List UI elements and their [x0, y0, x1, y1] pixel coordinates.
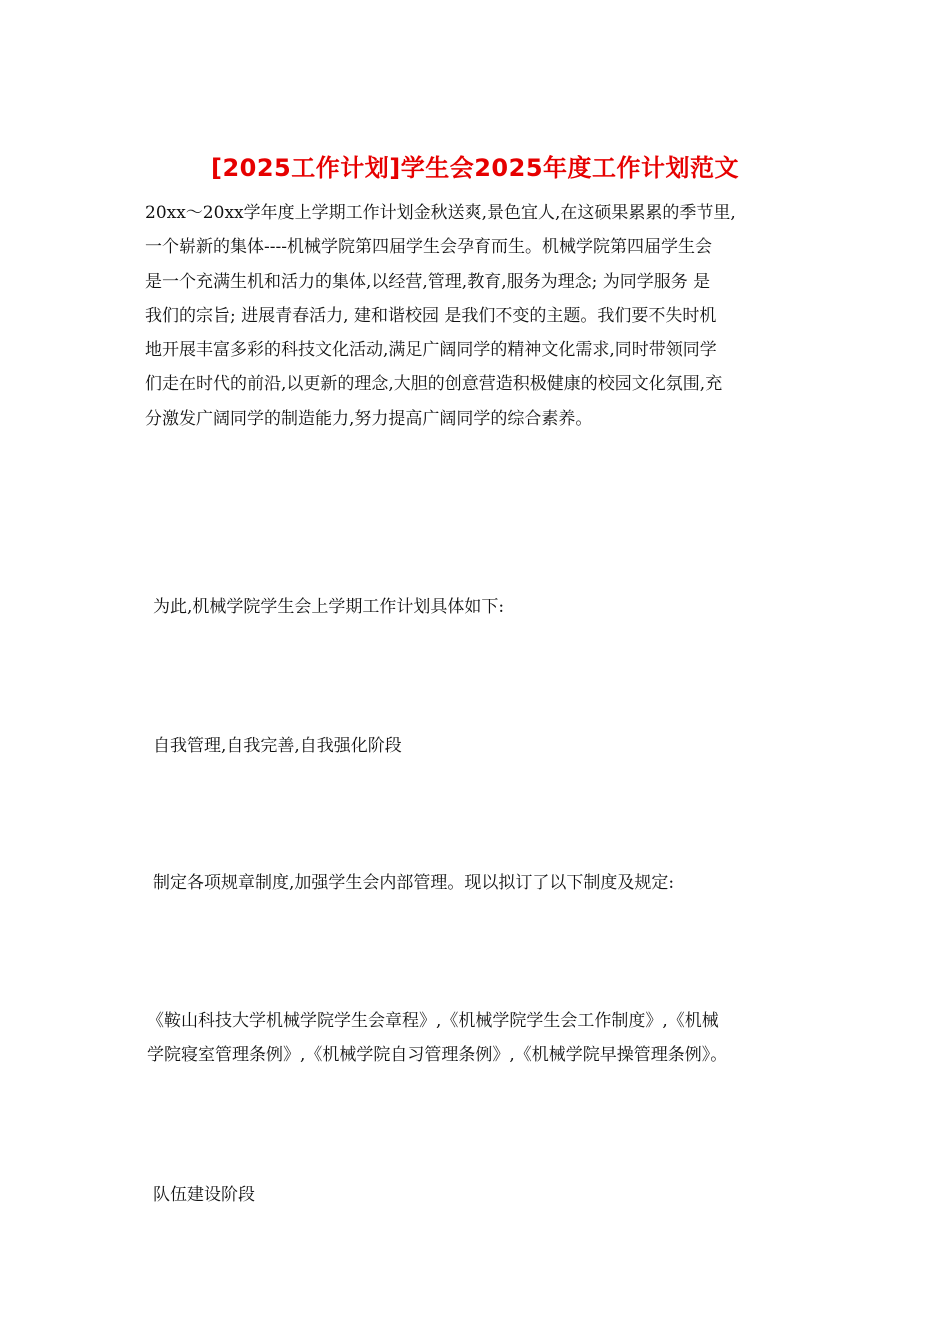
rules-list [147, 1004, 807, 1073]
intro-line: 地开展丰富多彩的科技文化活动,满足广阔同学的精神文化需求,同时带领同学 [145, 340, 717, 361]
rules-intro: 制定各项规章制度,加强学生会内部管理。现以拟订了以下制度及规定: [153, 873, 675, 893]
stage2-heading: 队伍建设阶段 [153, 1185, 255, 1205]
intro-line: 是一个充满生机和活力的集体,以经营,管理,教育,服务为理念; 为同学服务 是 [145, 271, 711, 292]
intro-line: 分激发广阔同学的制造能力,努力提高广阔同学的综合素养。 [145, 408, 593, 429]
stage1-heading: 自我管理,自我完善,自我强化阶段 [153, 736, 402, 756]
plan-intro: 为此,机械学院学生会上学期工作计划具体如下: [153, 597, 505, 617]
rules-list-line: 学院寝室管理条例》,《机械学院自习管理条例》,《机械学院早操管理条例》。 [147, 1045, 728, 1066]
intro-line: 一个崭新的集体----机械学院第四届学生会孕育而生。机械学院第四届学生会 [145, 237, 712, 258]
intro-paragraph [145, 196, 805, 436]
intro-line: 20xx～20xx学年度上学期工作计划金秋送爽,景色宜人,在这硕果累累的季节里, [145, 203, 736, 223]
rules-list-line: 《鞍山科技大学机械学院学生会章程》,《机械学院学生会工作制度》,《机械 [147, 1011, 719, 1031]
intro-line: 我们的宗旨; 进展青春活力, 建和谐校园 是我们不变的主题。我们要不失时机 [145, 305, 717, 326]
document-title: [2025工作计划]学生会2025年度工作计划范文 [210, 154, 740, 182]
intro-line: 们走在时代的前沿,以更新的理念,大胆的创意营造积极健康的校园文化氛围,充 [145, 374, 723, 395]
